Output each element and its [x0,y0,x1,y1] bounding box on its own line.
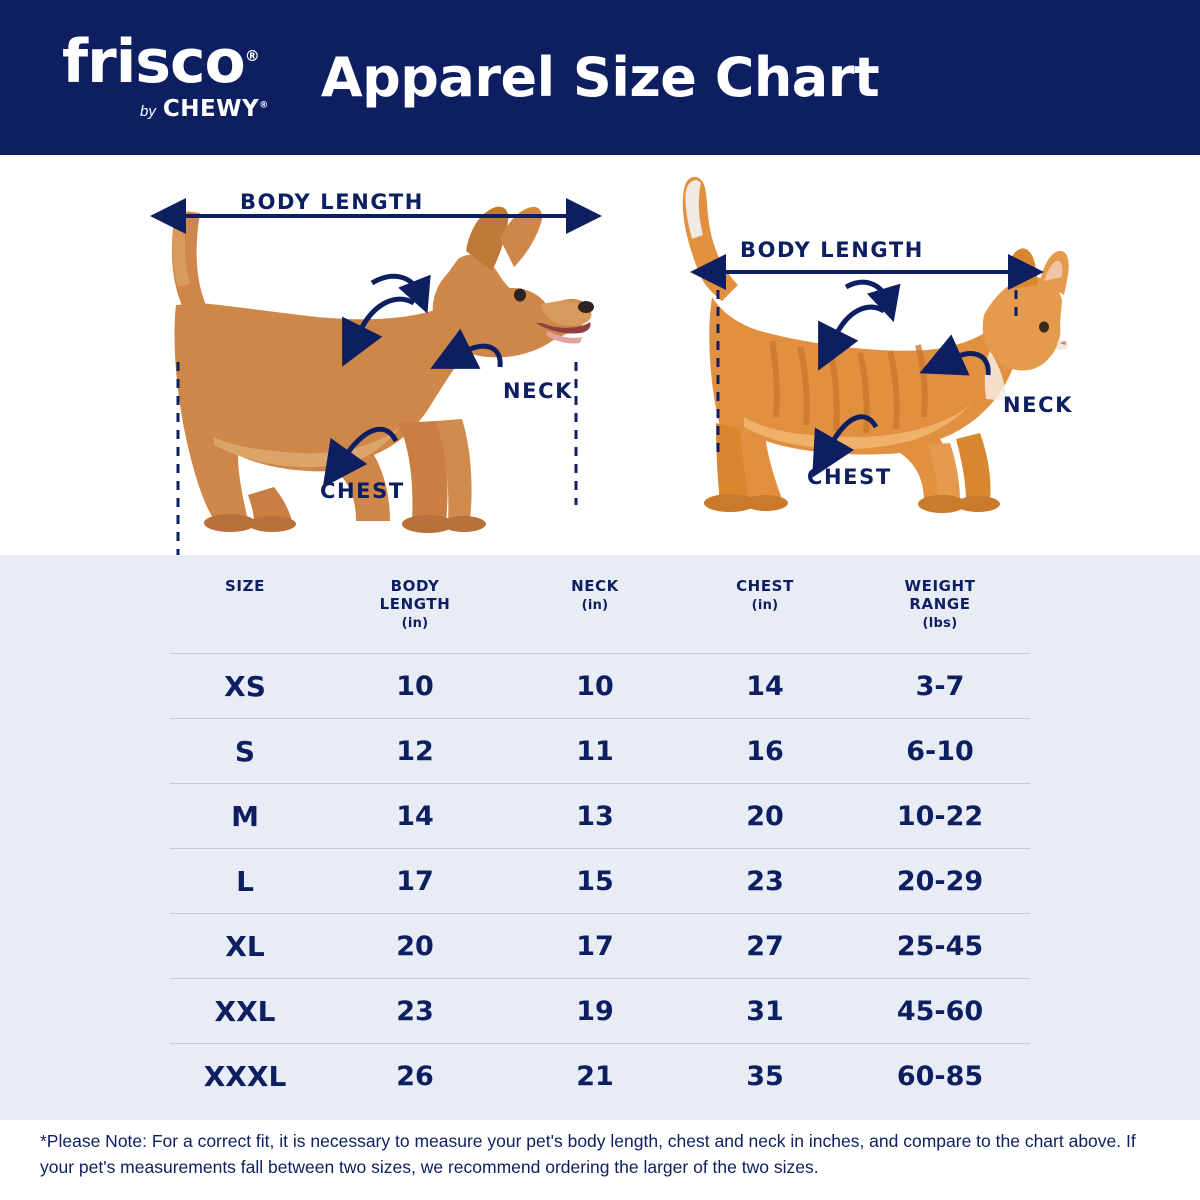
logo-byline [62,96,322,122]
column-header-chest-line1: CHEST [736,577,794,595]
cat-body-length-label: BODY LENGTH [740,238,924,262]
cell-neck: 19 [510,979,680,1044]
cell-size: XXXL [170,1044,320,1109]
table-row [170,784,1030,849]
table-row [170,914,1030,979]
column-header-neck-line1: NECK [571,577,619,595]
frisco-logo [62,26,322,136]
column-header-weight-unit: (lbs) [922,616,958,631]
cell-neck: 17 [510,914,680,979]
logo-by-text: by [140,103,156,120]
cat-neck-arrow-left [836,307,884,335]
cell-body-length: 17 [320,849,510,914]
column-header-weight-line1: WEIGHT [904,577,976,595]
column-header-size [170,555,320,654]
table-row [170,719,1030,784]
cell-size: L [170,849,320,914]
table-row [170,979,1030,1044]
column-header-neck-unit: (in) [581,598,609,613]
cell-weight: 3-7 [850,654,1030,719]
logo-wordmark-text: frisco [62,27,245,97]
column-header-chest [680,555,850,654]
logo-chewy-word: CHEWY [162,96,260,122]
table-body [170,654,1030,1109]
column-header-body-length-line1: BODY [390,577,440,595]
column-header-body-length [320,555,510,654]
logo-chewy-text [163,96,269,122]
column-header-chest-unit: (in) [751,598,779,613]
cell-neck: 11 [510,719,680,784]
cell-neck: 10 [510,654,680,719]
table-header-row [170,555,1030,654]
cell-chest: 14 [680,654,850,719]
cell-weight: 60-85 [850,1044,1030,1109]
cell-weight: 25-45 [850,914,1030,979]
size-table-container [0,555,1200,1120]
column-header-body-length-unit: (in) [401,616,429,631]
cell-body-length: 20 [320,914,510,979]
cat-neck-arrow-top [846,282,888,303]
cell-chest: 35 [680,1044,850,1109]
cell-body-length: 12 [320,719,510,784]
header-bar [0,0,1200,155]
size-table [170,555,1030,1108]
dog-chest-label: CHEST [320,479,405,503]
table-row [170,849,1030,914]
cell-neck: 15 [510,849,680,914]
table-header [170,555,1030,654]
dog-neck-arrow-top [372,276,420,295]
cell-size: M [170,784,320,849]
column-header-neck [510,555,680,654]
cell-size: S [170,719,320,784]
page-title: Apparel Size Chart [320,46,880,109]
cell-chest: 23 [680,849,850,914]
cell-neck: 13 [510,784,680,849]
cell-body-length: 14 [320,784,510,849]
column-header-body-length-line2: LENGTH [379,595,451,613]
cat-neck-label: NECK [1003,393,1074,417]
cell-chest: 31 [680,979,850,1044]
cell-weight: 6-10 [850,719,1030,784]
cell-chest: 27 [680,914,850,979]
column-header-size-line1: SIZE [225,577,265,595]
cell-size: XS [170,654,320,719]
pet-measurement-illustration [0,155,1200,555]
cell-weight: 10-22 [850,784,1030,849]
cell-chest: 20 [680,784,850,849]
footnote: *Please Note: For a correct fit, it is necessary to measure your pet's body length, chest and neck in inches, and compare to the chart above. If your pet's measurements fall between two sizes, we recommend ordering the larger of the two sizes. [0,1120,1200,1200]
cell-size: XXL [170,979,320,1044]
logo-wordmark [62,26,322,97]
cell-neck: 21 [510,1044,680,1109]
cell-weight: 20-29 [850,849,1030,914]
cat-chest-label: CHEST [807,465,892,489]
logo-registered-mark: ® [244,47,259,65]
cell-body-length: 10 [320,654,510,719]
cell-weight: 45-60 [850,979,1030,1044]
cell-body-length: 23 [320,979,510,1044]
logo-chewy-registered-mark: ® [259,100,269,111]
column-header-weight-line2: RANGE [909,595,971,613]
column-header-weight-range [850,555,1030,654]
cell-size: XL [170,914,320,979]
table-row [170,654,1030,719]
dog-neck-label: NECK [503,379,574,403]
cell-chest: 16 [680,719,850,784]
cat-illustration [683,177,1069,513]
dog-body-length-label: BODY LENGTH [240,190,424,214]
cell-body-length: 26 [320,1044,510,1109]
table-row [170,1044,1030,1109]
illustration-band [0,155,1200,555]
